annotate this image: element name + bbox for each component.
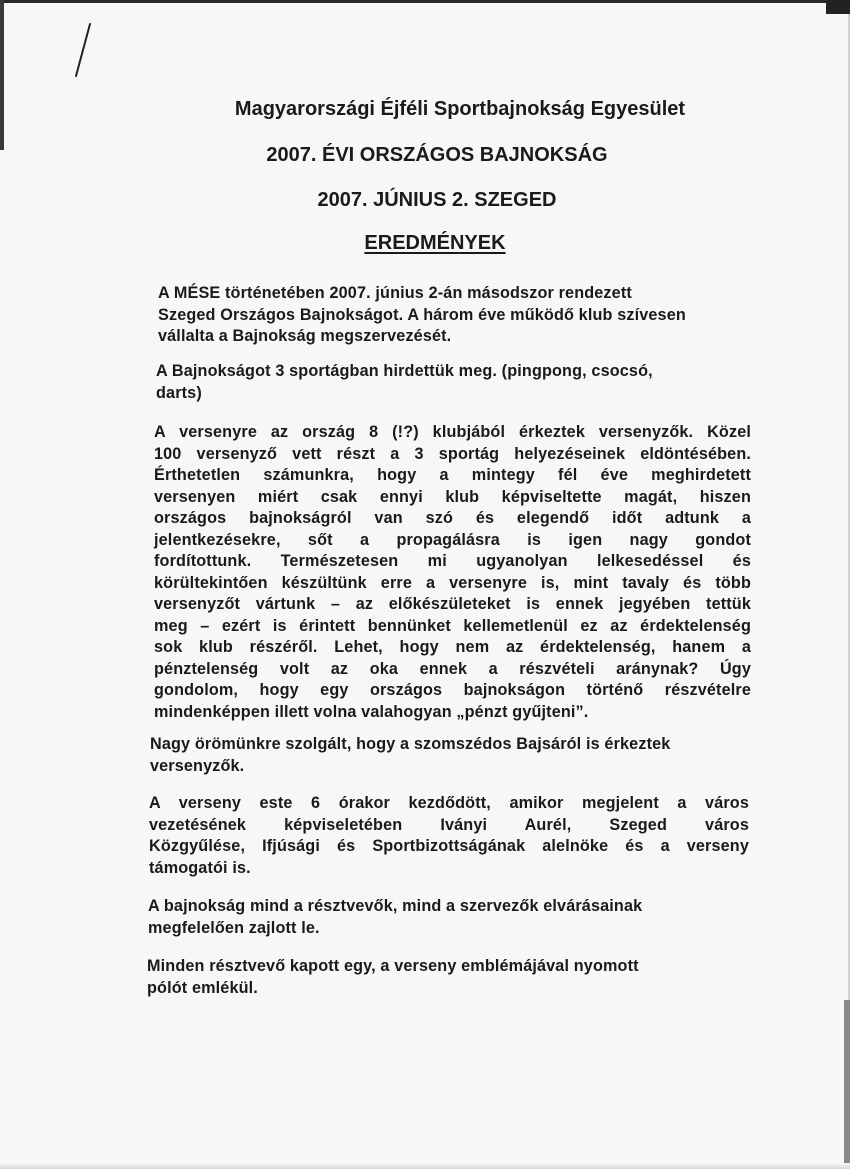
- scan-corner-mark: [826, 0, 850, 14]
- organization-name: Magyarországi Éjféli Sportbajnokság Egyesület: [234, 98, 686, 120]
- text-line: vállalta a Bajnokság megszervezését.: [158, 327, 452, 345]
- text-line: Szeged Országos Bajnokságot. A három éve működő klub szívesen: [158, 305, 686, 324]
- text-line: Érthetetlen számunkra, hogy a mintegy fél éve meghirdetett: [154, 466, 751, 484]
- text-line: versenyen miért csak ennyi klub képviseltette magát, hiszen: [154, 487, 751, 506]
- text-line: darts): [156, 383, 202, 402]
- text-line: A versenyre az ország 8 (!?) klubjából érkeztek versenyzők. Közel: [154, 423, 751, 441]
- text-line: pólót emlékül.: [147, 978, 258, 997]
- text-line: Minden résztvevő kapott egy, a verseny emblémájával nyomott: [147, 957, 639, 975]
- text-line: Közgyűlése, Ifjúsági és Sportbizottságának alelnöke és a verseny: [149, 837, 749, 855]
- paragraph-expectations: [148, 896, 745, 939]
- text-line: gondolom, hogy egy országos bajnokságon történő részvételre: [154, 681, 751, 699]
- paragraph-participation: [154, 422, 751, 723]
- text-line: fordítottunk. Természetesen mi ugyanolyan lelkesedéssel és: [154, 552, 751, 570]
- pen-stroke-mark: [68, 22, 108, 80]
- text-line: versenyzőt vártunk – az előkészületeket is ennek jegyében tettük: [154, 595, 751, 613]
- text-line: támogatói is.: [149, 858, 251, 877]
- scan-edge-right-bottom: [844, 1000, 850, 1169]
- text-line: jelentkezésekre, sőt a propagálásra is igen nagy gondot: [154, 530, 751, 549]
- text-line: vezetésének képviseletében Iványi Aurél, Szeged város: [149, 815, 749, 834]
- text-line: sok klub részéről. Lehet, hogy nem az érdektelenség, hanem a: [154, 638, 751, 656]
- text-line: meg – ezért is érintett bennünket kellemetlenül ez az érdektelenség: [154, 616, 751, 635]
- section-title: EREDMÉNYEK: [364, 232, 506, 254]
- text-line: 100 versenyző vett részt a 3 sportág helyezéseinek eldöntésében.: [154, 444, 751, 463]
- paragraph-bajsa: [150, 734, 747, 777]
- text-line: A verseny este 6 órakor kezdődött, amikor megjelent a város: [149, 794, 749, 812]
- scan-edge-bottom: [0, 1163, 850, 1169]
- paragraph-sports: [156, 361, 753, 404]
- text-line: A MÉSE történetében 2007. június 2-án másodszor rendezett: [158, 284, 632, 302]
- paragraph-tshirt: [147, 956, 744, 999]
- event-title: 2007. ÉVI ORSZÁGOS BAJNOKSÁG: [266, 144, 608, 166]
- paragraph-intro: [158, 283, 755, 348]
- text-line: A bajnokság mind a résztvevők, mind a szervezők elvárásainak: [148, 897, 643, 915]
- text-line: pénztelenség volt az oka ennek a részvételi aránynak? Úgy: [154, 659, 751, 678]
- scan-edge-left: [0, 0, 4, 150]
- event-date-place: 2007. JÚNIUS 2. SZEGED: [317, 189, 557, 211]
- text-line: A Bajnokságot 3 sportágban hirdettük meg. (pingpong, csocsó,: [156, 362, 653, 380]
- paragraph-opening: [149, 793, 749, 879]
- text-line: mindenképpen illett volna valahogyan „pénzt gyűjteni”.: [154, 702, 589, 721]
- scan-edge-top: [0, 0, 850, 3]
- text-line: megfelelően zajlott le.: [148, 918, 320, 937]
- text-line: országos bajnokságról van szó és elegendő időt adtunk a: [154, 509, 751, 527]
- text-line: körültekintően készültünk erre a versenyre is, mint tavaly és több: [154, 573, 751, 592]
- text-line: versenyzők.: [150, 756, 245, 775]
- text-line: Nagy örömünkre szolgált, hogy a szomszédos Bajsáról is érkeztek: [150, 735, 671, 753]
